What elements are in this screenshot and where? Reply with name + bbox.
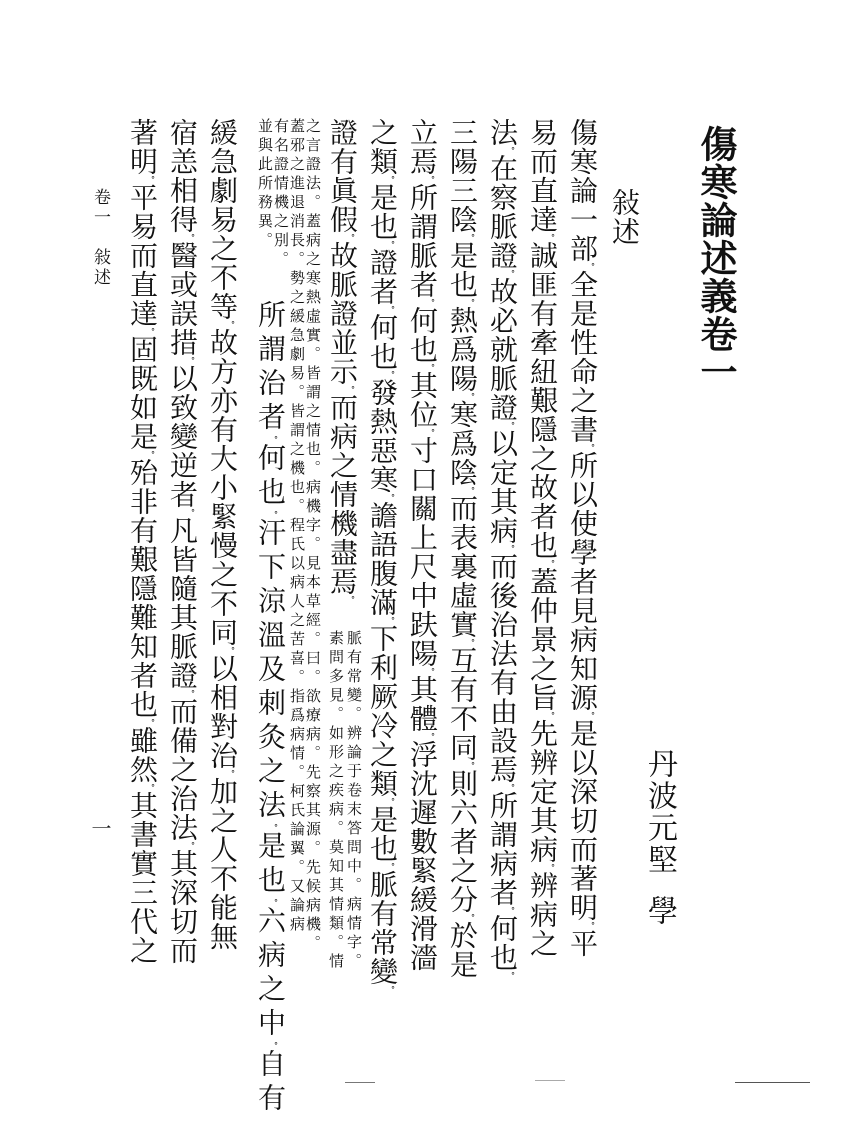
running-head: 卷一 敍述 [90, 188, 110, 288]
punctuation-mark: ° [151, 784, 156, 791]
punctuation-mark: ° [511, 972, 516, 979]
punctuation-mark: ° [274, 511, 284, 518]
punctuation-mark: ° [391, 494, 396, 501]
punctuation-mark: ° [511, 270, 516, 277]
punctuation-mark: ° [391, 798, 396, 805]
punctuation-mark: ° [391, 241, 396, 248]
punctuation-mark: ° [471, 487, 476, 494]
annotation-column-2: 素問多見。如形之疾病。莫知其情類。情 [327, 630, 345, 972]
punctuation-mark: ° [391, 306, 396, 313]
text-column-1: 傷寒論一部°全是性命之書°所以使學者見病知源°是以深切而著明°平 [566, 118, 599, 958]
text-column-8: 所謂治者°何也°汗下涼溫及刺灸之法°是也°六病之中°自有 [254, 300, 287, 1117]
punctuation-mark: ° [591, 922, 596, 929]
text-column-7: 證有眞假°故脈證並示°而病之情機盡焉° [326, 118, 359, 603]
punctuation-mark: ° [591, 263, 596, 270]
page-number: 一 [88, 818, 112, 841]
punctuation-mark: ° [274, 824, 284, 831]
punctuation-mark: ° [191, 690, 196, 697]
annotation-column-5: 有名證情機之別。 [272, 118, 290, 270]
punctuation-mark: ° [591, 712, 596, 719]
punctuation-mark: ° [391, 617, 396, 624]
scan-artifact [735, 1082, 810, 1083]
punctuation-mark: ° [191, 509, 196, 516]
punctuation-mark: ° [151, 719, 156, 726]
text-column-5: 立焉°所謂脈者°何也°其位°寸口關上尺中趺陽°其體°浮沈遲數緊緩滑濇 [406, 118, 439, 972]
punctuation-mark: ° [351, 596, 356, 603]
text-column-11: 著明°平易而直達°固既如是°殆非有艱隱難知者也°雖然°其書實三代之 [126, 118, 159, 965]
punctuation-mark: ° [511, 784, 516, 791]
punctuation-mark: ° [391, 863, 396, 870]
punctuation-mark: ° [151, 328, 156, 335]
punctuation-mark: ° [391, 176, 396, 183]
scan-artifact [345, 1082, 375, 1083]
punctuation-mark: ° [591, 444, 596, 451]
punctuation-mark: ° [471, 914, 476, 921]
punctuation-mark: ° [351, 234, 356, 241]
punctuation-mark: ° [551, 560, 556, 567]
punctuation-mark: ° [431, 733, 436, 740]
punctuation-mark: ° [191, 234, 196, 241]
punctuation-mark: ° [511, 147, 516, 154]
punctuation-mark: ° [274, 899, 284, 906]
text-column-2: 易而直達°誠匪有牽紐艱隱之故者也°蓋仲景之旨°先辨定其病°辨病之 [526, 118, 559, 958]
punctuation-mark: ° [471, 299, 476, 306]
punctuation-mark: ° [151, 451, 156, 458]
punctuation-mark: ° [511, 422, 516, 429]
punctuation-mark: ° [431, 299, 436, 306]
punctuation-mark: ° [471, 234, 476, 241]
punctuation-mark: ° [191, 357, 196, 364]
punctuation-mark: ° [274, 436, 284, 443]
punctuation-mark: ° [551, 234, 556, 241]
punctuation-mark: ° [231, 321, 236, 328]
punctuation-mark: ° [511, 907, 516, 914]
text-column-6: 之類°是也°證者°何也°發熱惡寒°譫語腹滿°下利厥冷之類°是也°脈有常變° [366, 118, 399, 993]
punctuation-mark: ° [391, 986, 396, 993]
punctuation-mark: ° [511, 545, 516, 552]
punctuation-mark: ° [551, 864, 556, 871]
section-heading: 敍述 [608, 188, 641, 246]
punctuation-mark: ° [274, 1042, 284, 1049]
punctuation-mark: ° [391, 371, 396, 378]
punctuation-mark: ° [231, 770, 236, 777]
author-role: 學 [642, 895, 677, 926]
punctuation-mark: ° [431, 429, 436, 436]
punctuation-mark: ° [431, 176, 436, 183]
annotation-column-3: 之言證法。蓋病之寒熱虛實。皆謂之情也。病機字。見本草經。曰。欲療病。先察其源。先候病機。 [304, 118, 322, 954]
punctuation-mark: ° [431, 668, 436, 675]
punctuation-mark: ° [151, 176, 156, 183]
annotation-column-1: 脈有常變。辨論于卷末答問中。病情字。 [345, 630, 363, 972]
author-name: 丹波元堅 [642, 748, 677, 876]
punctuation-mark: ° [431, 364, 436, 371]
punctuation-mark: ° [551, 712, 556, 719]
punctuation-mark: ° [351, 386, 356, 393]
punctuation-mark: ° [191, 842, 196, 849]
text-column-10: 宿恙相得°醫或誤措°以致變逆者°凡皆隨其脈證°而備之治法°其深切而 [166, 118, 199, 965]
punctuation-mark: ° [471, 393, 476, 400]
annotation-column-6: 並與此所務異。 [256, 118, 274, 251]
book-title: 傷寒論述義卷一 [694, 125, 738, 391]
punctuation-mark: ° [231, 647, 236, 654]
text-column-9: 緩急劇易之不等°故方亦有大小緊慢之不同°以相對治°加之人不能無 [206, 118, 239, 951]
text-column-4: 三陽三陰°是也°熱爲陽°寒爲陰°而表裏虛實°互有不同°則六者之分°於是 [446, 118, 479, 979]
punctuation-mark: ° [471, 762, 476, 769]
scan-artifact [535, 1080, 565, 1081]
punctuation-mark: ° [471, 639, 476, 646]
text-column-3: 法°在察脈證°故必就脈證°以定其病°而後治法有由設焉°所謂病者°何也° [486, 118, 519, 979]
annotation-column-4: 蓋邪之進退消長。勢之緩急劇易。皆謂之機也。程氏以病人之苦喜。指爲病情。柯氏論翼。又論病 [288, 118, 306, 935]
